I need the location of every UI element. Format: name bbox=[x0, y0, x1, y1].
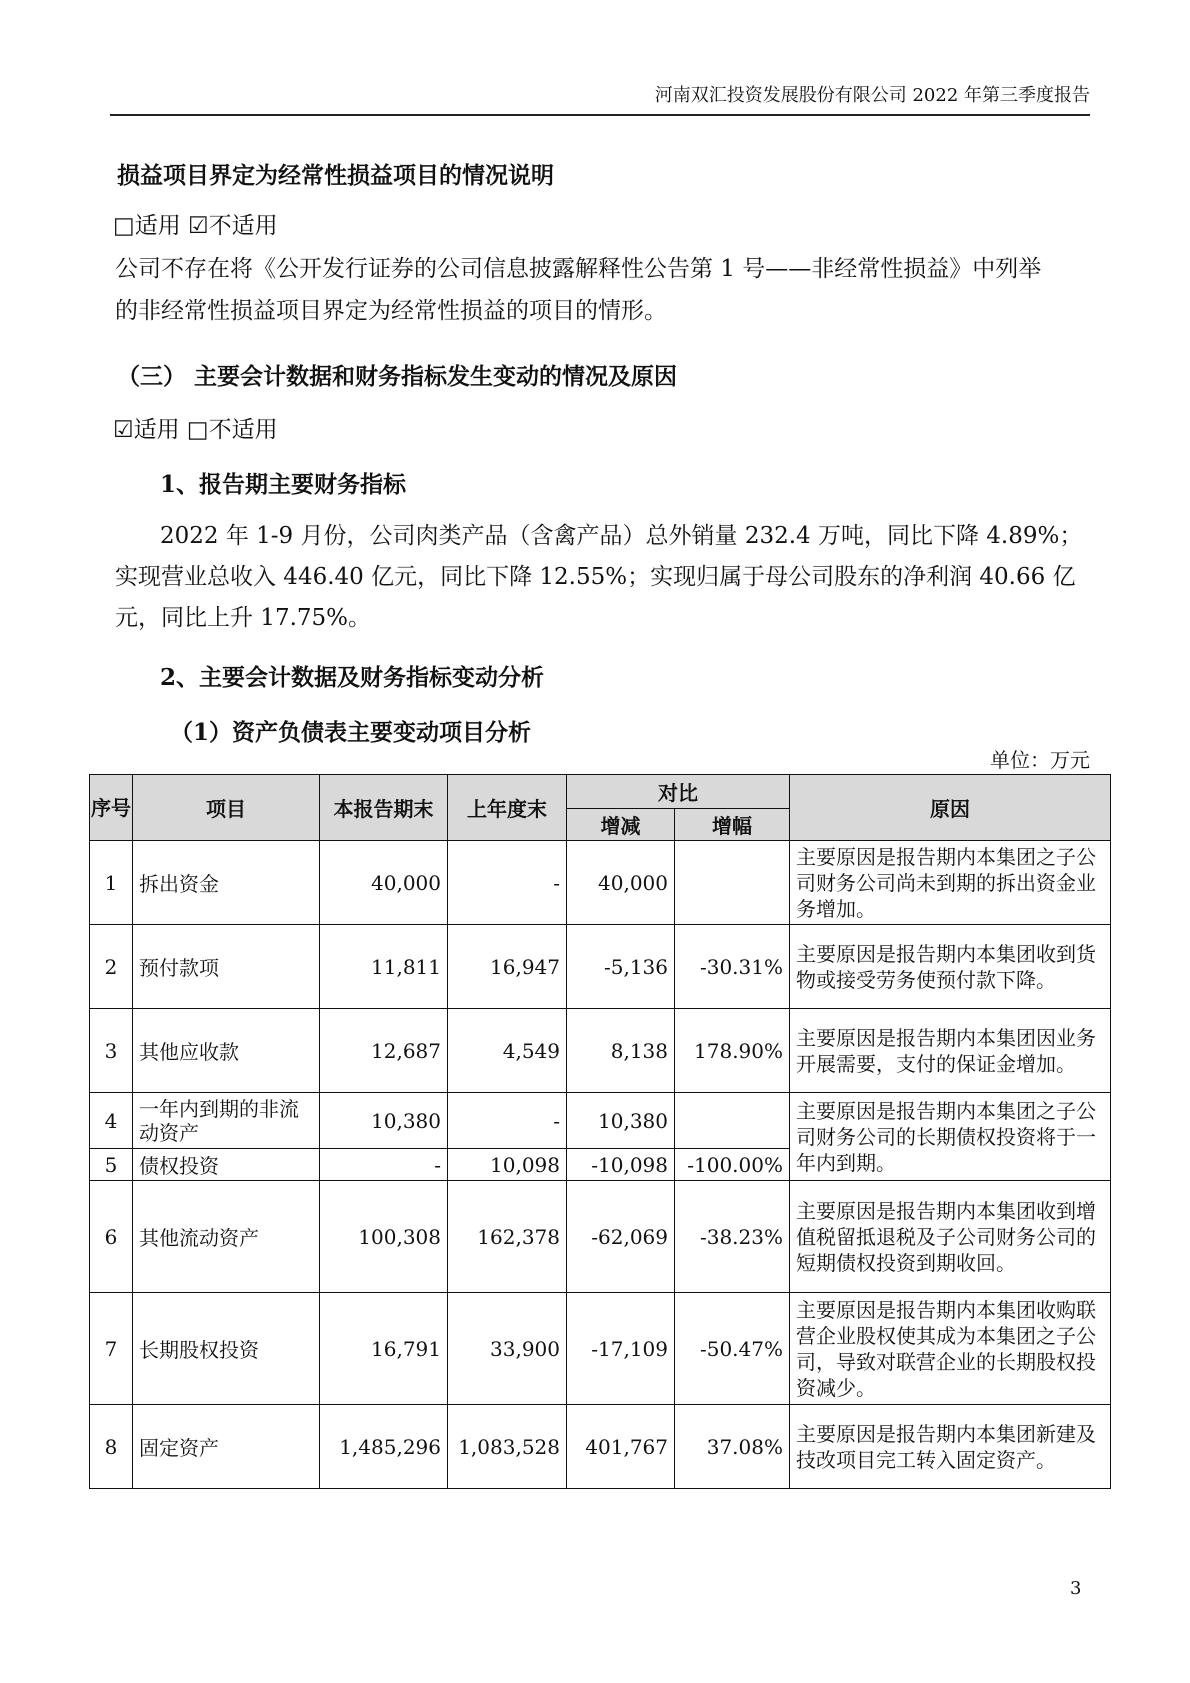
row-item: 一年内到期的非流动资产 bbox=[133, 1093, 320, 1149]
row-item: 其他应收款 bbox=[133, 1009, 320, 1093]
row-rate: -38.23% bbox=[675, 1181, 790, 1293]
table-row bbox=[90, 1009, 1111, 1093]
page-header bbox=[110, 84, 1090, 116]
page-number: 3 bbox=[1070, 1578, 1082, 1599]
table-row bbox=[90, 1093, 1111, 1149]
row-item: 拆出资金 bbox=[133, 841, 320, 925]
row-seq: 5 bbox=[90, 1149, 133, 1181]
row-current: 40,000 bbox=[320, 841, 448, 925]
header-item: 项目 bbox=[133, 775, 320, 841]
balance-sheet-table bbox=[89, 774, 1111, 1489]
row-item: 债权投资 bbox=[133, 1149, 320, 1181]
row-rate: -50.47% bbox=[675, 1293, 790, 1405]
row-change: -5,136 bbox=[567, 925, 675, 1009]
row-seq: 7 bbox=[90, 1293, 133, 1405]
row-rate: -30.31% bbox=[675, 925, 790, 1009]
header-rate: 增幅 bbox=[675, 809, 790, 841]
row-current: 1,485,296 bbox=[320, 1405, 448, 1489]
table-row bbox=[90, 1181, 1111, 1293]
row-rate bbox=[675, 1093, 790, 1149]
table-row bbox=[90, 1405, 1111, 1489]
row-rate: 37.08% bbox=[675, 1405, 790, 1489]
row-reason: 主要原因是报告期内本集团之子公司财务公司的长期债权投资将于一年内到期。 bbox=[790, 1093, 1111, 1181]
header-compare: 对比 bbox=[567, 775, 790, 809]
indicators-para-line2: 实现营业总收入 446.40 亿元，同比下降 12.55%；实现归属于母公司股东的净利润 40.66 亿 bbox=[115, 564, 1076, 590]
header-reason: 原因 bbox=[790, 775, 1111, 841]
header-current: 本报告期末 bbox=[320, 775, 448, 841]
row-rate bbox=[675, 841, 790, 925]
row-prior: - bbox=[448, 841, 567, 925]
row-current: - bbox=[320, 1149, 448, 1181]
section-a-body-line1: 公司不存在将《公开发行证券的公司信息披露解释性公告第 1 号——非经常性损益》中列举 bbox=[115, 256, 1042, 282]
table-row bbox=[90, 1293, 1111, 1405]
applicability-options-b: ☑适用 □不适用 bbox=[113, 417, 278, 443]
row-item: 预付款项 bbox=[133, 925, 320, 1009]
row-current: 10,380 bbox=[320, 1093, 448, 1149]
report-title: 河南双汇投资发展股份有限公司 2022 年第三季度报告 bbox=[654, 85, 1090, 106]
row-current: 100,308 bbox=[320, 1181, 448, 1293]
section-heading-recurring: 损益项目界定为经常性损益项目的情况说明 bbox=[117, 162, 554, 189]
row-seq: 4 bbox=[90, 1093, 133, 1149]
row-reason: 主要原因是报告期内本集团之子公司财务公司尚未到期的拆出资金业务增加。 bbox=[790, 841, 1111, 925]
row-prior: 16,947 bbox=[448, 925, 567, 1009]
row-prior: - bbox=[448, 1093, 567, 1149]
row-current: 12,687 bbox=[320, 1009, 448, 1093]
row-seq: 1 bbox=[90, 841, 133, 925]
table-row bbox=[90, 925, 1111, 1009]
row-current: 16,791 bbox=[320, 1293, 448, 1405]
applicability-options-a: □适用 ☑不适用 bbox=[113, 213, 278, 239]
row-change: 10,380 bbox=[567, 1093, 675, 1149]
table-row bbox=[90, 841, 1111, 925]
row-seq: 2 bbox=[90, 925, 133, 1009]
header-seq: 序号 bbox=[90, 775, 133, 841]
row-seq: 8 bbox=[90, 1405, 133, 1489]
row-reason: 主要原因是报告期内本集团收到增值税留抵退税及子公司财务公司的短期债权投资到期收回。 bbox=[790, 1181, 1111, 1293]
row-seq: 3 bbox=[90, 1009, 133, 1093]
row-item: 其他流动资产 bbox=[133, 1181, 320, 1293]
row-item: 固定资产 bbox=[133, 1405, 320, 1489]
row-item: 长期股权投资 bbox=[133, 1293, 320, 1405]
header-change: 增减 bbox=[567, 809, 675, 841]
header-prior: 上年度末 bbox=[448, 775, 567, 841]
row-change: -62,069 bbox=[567, 1181, 675, 1293]
row-change: 401,767 bbox=[567, 1405, 675, 1489]
indicators-para-line3: 元，同比上升 17.75%。 bbox=[115, 605, 372, 631]
row-prior: 1,083,528 bbox=[448, 1405, 567, 1489]
row-prior: 4,549 bbox=[448, 1009, 567, 1093]
row-seq: 6 bbox=[90, 1181, 133, 1293]
row-change: 8,138 bbox=[567, 1009, 675, 1093]
unit-label: 单位：万元 bbox=[990, 748, 1090, 772]
row-prior: 162,378 bbox=[448, 1181, 567, 1293]
row-change: -17,109 bbox=[567, 1293, 675, 1405]
row-reason: 主要原因是报告期内本集团因业务开展需要，支付的保证金增加。 bbox=[790, 1009, 1111, 1093]
row-prior: 10,098 bbox=[448, 1149, 567, 1181]
section-heading-changes: （三） 主要会计数据和财务指标发生变动的情况及原因 bbox=[117, 363, 678, 390]
row-change: 40,000 bbox=[567, 841, 675, 925]
subheading-indicators: 1、报告期主要财务指标 bbox=[160, 471, 407, 498]
row-rate: -100.00% bbox=[675, 1149, 790, 1181]
row-reason: 主要原因是报告期内本集团新建及技改项目完工转入固定资产。 bbox=[790, 1405, 1111, 1489]
row-current: 11,811 bbox=[320, 925, 448, 1009]
subheading-analysis: 2、主要会计数据及财务指标变动分析 bbox=[160, 664, 545, 691]
indicators-para-line1: 2022 年 1-9 月份，公司肉类产品（含禽产品）总外销量 232.4 万吨，同比下降 4.89%； bbox=[160, 523, 1083, 549]
section-a-body-line2: 的非经常性损益项目界定为经常性损益的项目的情形。 bbox=[115, 298, 667, 324]
row-reason: 主要原因是报告期内本集团收到货物或接受劳务使预付款下降。 bbox=[790, 925, 1111, 1009]
subheading-balance-sheet: （1）资产负债表主要变动项目分析 bbox=[170, 719, 532, 746]
row-change: -10,098 bbox=[567, 1149, 675, 1181]
row-reason: 主要原因是报告期内本集团收购联营企业股权使其成为本集团之子公司，导致对联营企业的长期股权投资减少。 bbox=[790, 1293, 1111, 1405]
row-prior: 33,900 bbox=[448, 1293, 567, 1405]
row-rate: 178.90% bbox=[675, 1009, 790, 1093]
